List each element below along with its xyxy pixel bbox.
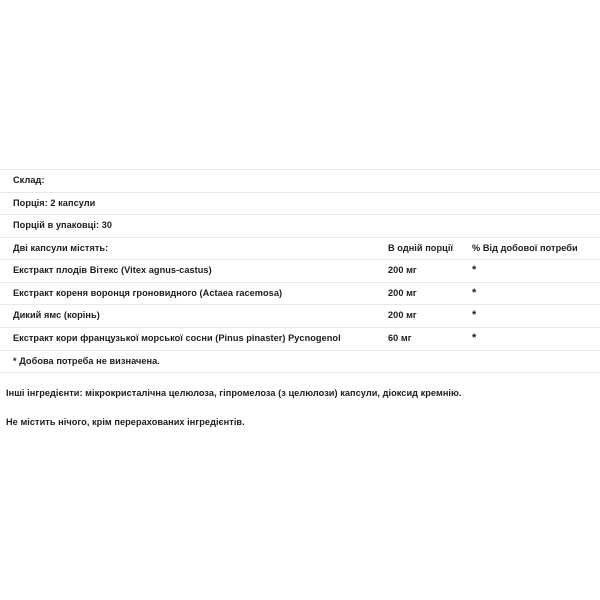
table-header-row [0,237,600,260]
ingredient-daily-value: * [472,264,477,276]
ingredient-daily-value: * [472,309,477,322]
column-header-name: Дві капсули містять: [13,242,109,253]
ingredient-amount: 200 мг [388,287,417,298]
table-row [0,305,600,328]
table-row-serving-size [0,192,600,215]
servings-per-container-amount [388,215,472,238]
other-ingredients-block [0,386,600,429]
ingredient-name: Дикий ямс (корінь) [13,310,100,321]
ingredient-amount: 200 мг [388,265,417,276]
servings-per-container-label: Порцій в упаковці: 30 [13,220,113,230]
ingredient-amount: 200 мг [388,310,417,321]
composition-amount [388,170,472,193]
contains-nothing-else-text: Не містить нічого, крім перерахованих інгредієнтів. [6,417,245,427]
composition-label: Склад: [13,175,45,185]
table-row [0,260,600,283]
column-header-daily-value: % Від добової потреби [472,242,578,253]
table-row [0,328,600,351]
table-row-footnote [0,350,600,373]
composition-daily-value [472,170,600,193]
ingredient-daily-value: * [472,286,477,299]
servings-per-container-daily-value [472,215,600,238]
other-ingredients-text: Інші інгредієнти: мікрокристалічна целюлоза, гіпромелоза (з целюлози) капсули, діоксид кремнію. [6,388,462,398]
supplement-facts-table [0,169,600,373]
ingredient-name: Екстракт кореня воронця гроновидного (Actaea racemosa) [13,287,283,298]
table-row-servings-per-container [0,215,600,238]
ingredient-name: Екстракт плодів Вітекс (Vitex agnus-castus) [13,265,212,276]
table-row-composition [0,170,600,193]
ingredient-amount: 60 мг [388,333,412,344]
column-header-amount: В одній порції [388,242,454,253]
daily-value-footnote: * Добова потреба не визначена. [13,355,160,366]
ingredient-name: Екстракт кори французької морської сосни (Pinus pinaster) Pycnogenol [13,333,341,344]
serving-size-amount [388,192,472,215]
serving-size-label: Порція: 2 капсули [13,197,96,208]
ingredient-daily-value: * [472,332,477,345]
serving-size-daily-value [472,192,600,215]
table-row [0,282,600,305]
